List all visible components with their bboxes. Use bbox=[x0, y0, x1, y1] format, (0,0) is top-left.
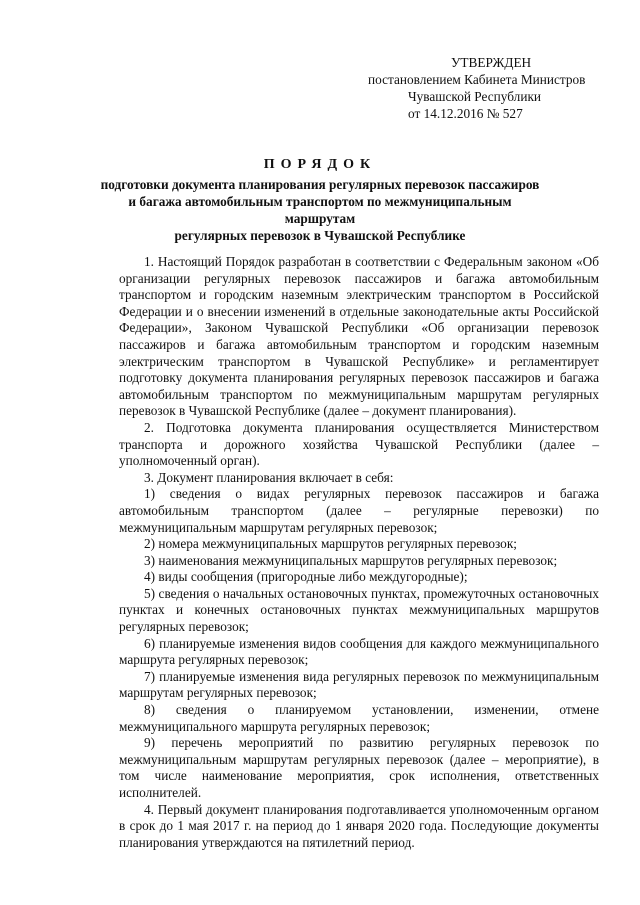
document-subtitle-line-1: подготовки документа планирования регулярных перевозок пассажиров bbox=[100, 177, 540, 192]
approval-date-number: от 14.12.2016 № 527 bbox=[408, 106, 523, 121]
approval-stamp bbox=[368, 54, 608, 122]
list-item-2: 2) номера межмуниципальных маршрутов регулярных перевозок; bbox=[144, 536, 517, 552]
document-subtitle-line-2: и багажа автомобильным транспортом по межмуниципальным маршрутам bbox=[128, 194, 512, 226]
approval-region: Чувашской Республики bbox=[408, 89, 542, 104]
list-item-4: 4) виды сообщения (пригородные либо междугородные); bbox=[144, 569, 468, 585]
approval-authority: постановлением Кабинета Министров bbox=[368, 72, 586, 87]
document-title: ПОРЯДОК bbox=[263, 157, 377, 172]
list-item-6: 6) планируемые изменения видов сообщения для каждого межмуниципального маршрута регулярных перевозок; bbox=[119, 635, 599, 668]
document-body bbox=[119, 254, 599, 851]
list-item-3: 3) наименования межмуниципальных маршрутов регулярных перевозок; bbox=[144, 552, 558, 568]
paragraph-3: 3. Документ планирования включает в себя: bbox=[144, 469, 394, 485]
paragraph-2: 2. Подготовка документа планирования осуществляется Министерством транспорта и дорожного хозяйства Чувашской Республики (далее – уполномоченный орган). bbox=[119, 419, 599, 469]
approval-title: УТВЕРЖДЕН bbox=[451, 55, 532, 70]
paragraph-4: 4. Первый документ планирования подготавливается уполномоченным органом в срок до 1 мая 2017 г. на период до 1 января 2020 года. Последующие документы планирования утверждаются на пятилетний период. bbox=[119, 801, 599, 850]
list-item-9: 9) перечень мероприятий по развитию регулярных перевозок по межмуниципальным маршрутам регулярных перевозок (далее – мероприятие), в том числе наименование мероприятия, срок исполнения, ответственных исполнителей. bbox=[119, 735, 599, 800]
list-item-5: 5) сведения о начальных остановочных пунктах, промежуточных остановочных пунктах и конечных остановочных пунктах межмуниципальных маршрутов регулярных перевозок; bbox=[119, 585, 599, 635]
document-subtitle-line-3: регулярных перевозок в Чувашской Республике bbox=[174, 228, 466, 243]
list-item-1: 1) сведения о видах регулярных перевозок пассажиров и багажа автомобильным транспортом (далее – регулярные перевозки) по межмуниципальным маршрутам регулярных перевозок; bbox=[119, 486, 599, 535]
document-heading bbox=[100, 156, 540, 244]
paragraph-1: 1. Настоящий Порядок разработан в соответствии с Федеральным законом «Об организации регулярных перевозок пассажиров и багажа автомобильным транспортом и городским наземным электрическим транспортом в Российской Федерации и о внесении изменений в отдельные законодательные акты Российской Федерации», Законом Чувашской Республики «Об организации перевозок пассажиров и багажа автомобильным транспортом и городским наземным электрическим транспортом в Чувашской Республике» и регламентирует подготовку документа планирования регулярных перевозок пассажиров и багажа автомобильным транспортом по межмуниципальным маршрутам регулярных перевозок в Чувашской Республике (далее – документ планирования). bbox=[119, 254, 599, 419]
list-item-7: 7) планируемые изменения вида регулярных перевозок по межмуниципальным маршрутам регулярных перевозок; bbox=[119, 668, 599, 701]
list-item-8: 8) сведения о планируемом установлении, изменении, отмене межмуниципального маршрута регулярных перевозок; bbox=[119, 702, 599, 734]
